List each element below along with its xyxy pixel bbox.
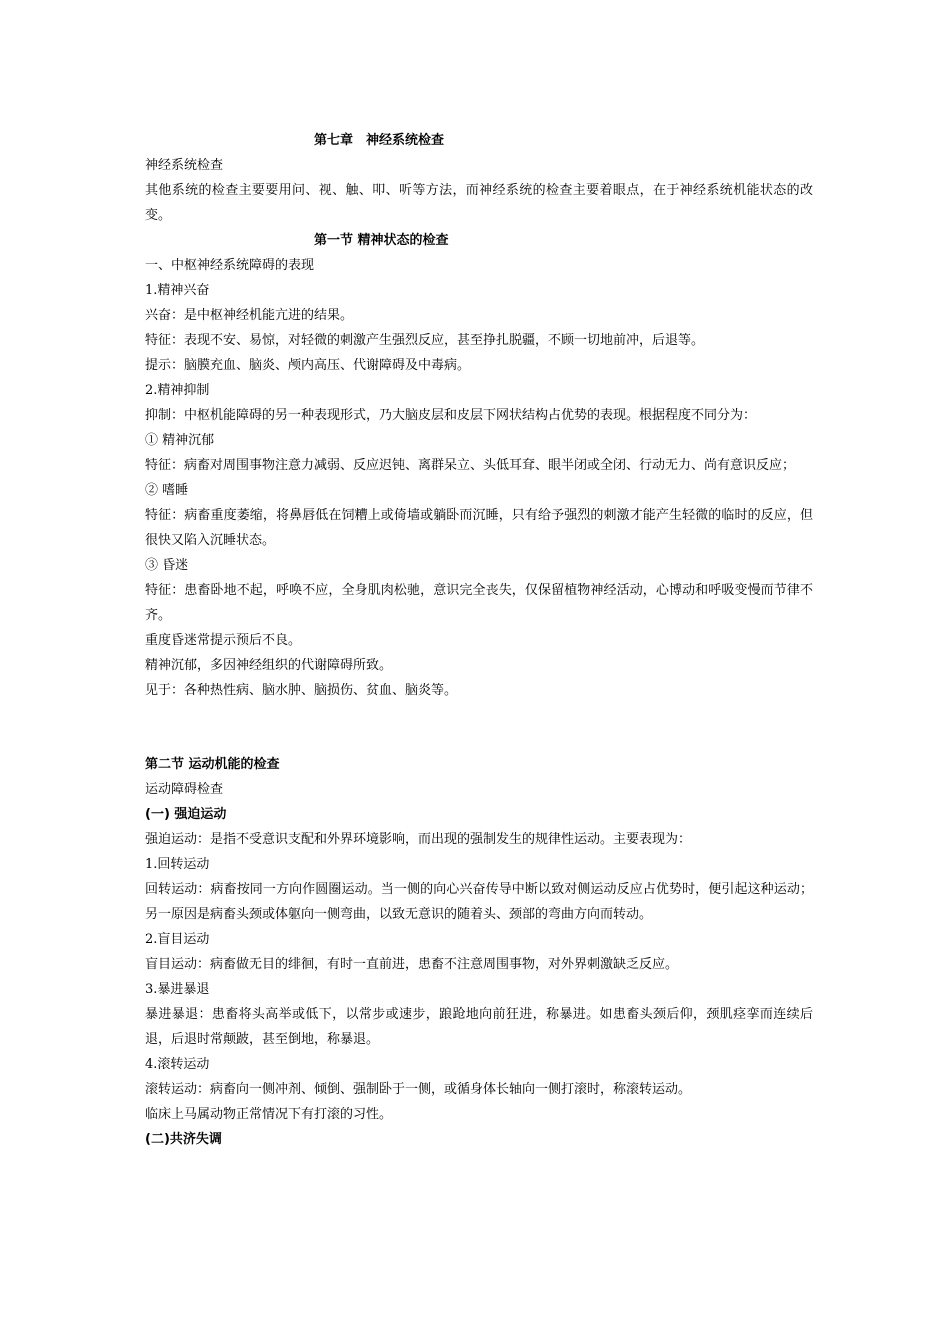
rush-text: 暴进暴退：患畜将头高举或低下，以常步或速步，踉跄地向前狂进，称暴进。如患畜头颈后仰，颈肌痉挛而连续后退，后退时常颠跛，甚至倒地，称暴退。: [145, 1007, 813, 1047]
section2-title: 第二节 运动机能的检查: [145, 757, 280, 772]
excite-definition: 兴奋：是中枢神经机能亢进的结果。: [145, 308, 354, 323]
roll-text: 滚转运动：病畜向一侧冲剂、倾倒、强制卧于一侧，或循身体长轴向一侧打滚时，称滚转运动。: [145, 1082, 692, 1097]
coma-feature: 特征：患畜卧地不起，呼唤不应，全身肌肉松驰，意识完全丧失，仅保留植物神经活动，心博动和呼吸变慢而节律不齐。: [145, 583, 813, 623]
sleep-feature: 特征：病畜重度萎缩，将鼻唇低在饲糟上或倚墙或躺卧而沉睡，只有给予强烈的刺激才能产生轻微的临时的反应，但很快又陷入沉睡状态。: [145, 508, 813, 548]
rotation-heading: 1.回转运动: [145, 857, 210, 872]
rush-heading: 3.暴进暴退: [145, 982, 210, 997]
inhibit-definition: 抑制：中枢机能障碍的另一种表现形式，乃大脑皮层和皮层下网状结构占优势的表现。根据程度不同分为：: [145, 408, 757, 423]
excite-hint: 提示：脑膜充血、脑炎、颅内高压、代谢障碍及中毒病。: [145, 358, 471, 373]
chapter-title: 第七章 神经系统检查: [314, 133, 445, 148]
depress-seen-in: 见于：各种热性病、脑水肿、脑损伤、贫血、脑炎等。: [145, 683, 458, 698]
excite-feature: 特征：表现不安、易惊，对轻微的刺激产生强烈反应，甚至挣扎脱疆，不顾一切地前冲，后退等。: [145, 333, 705, 348]
section2-subheading: 运动障碍检查: [145, 782, 224, 797]
section1-subheading: 一、中枢神经系统障碍的表现: [145, 258, 315, 273]
depress-cause: 精神沉郁，多因神经组织的代谢障碍所致。: [145, 658, 393, 673]
blind-text: 盲目运动：病畜做无目的绯徊，有时一直前进，患畜不注意周围事物，对外界刺激缺乏反应。: [145, 957, 679, 972]
forced-definition: 强迫运动：是指不受意识支配和外界环境影响，而出现的强制发生的规律性运动。主要表现为：: [145, 832, 692, 847]
blind-heading: 2.盲目运动: [145, 932, 210, 947]
intro-paragraph: 其他系统的检查主要要用问、视、触、叩、听等方法，而神经系统的检查主要着眼点，在于神经系统机能状态的改变。: [145, 183, 813, 223]
document-body: [145, 128, 813, 1152]
rotation-text: 回转运动：病畜按同一方向作圆圈运动。当一侧的向心兴奋传导中断以致对侧运动反应占优势时，便引起这种运动；另一原因是病畜头颈或体躯向一侧弯曲，以致无意识的随着头、颈部的弯曲方向而转动。: [145, 882, 813, 922]
intro-heading: 神经系统检查: [145, 158, 224, 173]
coma-note: 重度昏迷常提示预后不良。: [145, 633, 302, 648]
roll-heading: 4.滚转运动: [145, 1057, 210, 1072]
forced-heading: (一) 强迫运动: [145, 807, 227, 822]
ataxia-heading: (二)共济失调: [145, 1132, 222, 1147]
excite-heading: 1.精神兴奋: [145, 283, 210, 298]
depress-heading: ① 精神沉郁: [145, 433, 215, 448]
inhibit-heading: 2.精神抑制: [145, 383, 210, 398]
depress-feature: 特征：病畜对周围事物注意力减弱、反应迟钝、离群呆立、头低耳耷、眼半闭或全闭、行动无力、尚有意识反应；: [145, 458, 796, 473]
roll-note: 临床上马属动物正常情况下有打滚的习性。: [145, 1107, 393, 1122]
section-gap: [145, 703, 813, 752]
coma-heading: ③ 昏迷: [145, 558, 189, 573]
sleep-heading: ② 嗜睡: [145, 483, 189, 498]
section1-title: 第一节 精神状态的检查: [314, 233, 449, 248]
